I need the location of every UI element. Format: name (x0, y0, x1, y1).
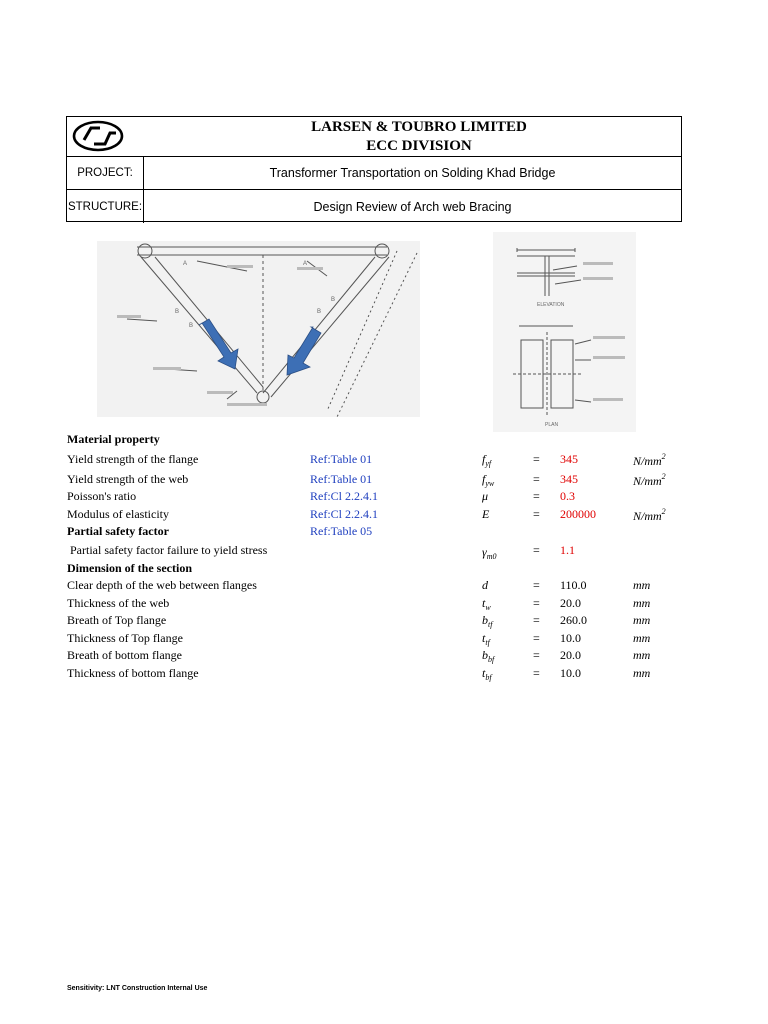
section-heading-label: Dimension of the section (67, 560, 192, 575)
title-block (66, 116, 682, 222)
parameter-symbol: E (482, 506, 490, 521)
parameter-unit: $N/mm^2$ (633, 506, 666, 523)
parameter-reference: Ref:Cl 2.2.4.1 (310, 489, 378, 503)
parameter-unit: mm (633, 630, 651, 645)
parameter-value: 10.0 (560, 665, 581, 680)
section-mark: B (189, 323, 194, 329)
parameter-value: 20.0 (560, 648, 581, 662)
section-detail-svg (493, 232, 636, 432)
section-mark: B (175, 309, 180, 315)
parameter-unit: mm (633, 613, 651, 627)
parameter-value: 345 (560, 452, 578, 466)
section-mark: A (183, 261, 188, 267)
parameter-symbol: $f_{yw}$ (482, 471, 495, 488)
company-line-2: ECC DIVISION (366, 138, 472, 154)
parameter-value: 10.0 (560, 630, 581, 645)
section-heading (67, 560, 717, 578)
parameter-description: Partial safety factor failure to yield stress (70, 542, 268, 557)
parameter-symbol: $\gamma_{m0}$ (482, 544, 497, 561)
parameter-description: Thickness of Top flange (67, 630, 183, 645)
parameter-unit: mm (633, 665, 651, 680)
parameter-unit: $N/mm^2$ (633, 471, 666, 488)
parameter-row (67, 471, 717, 489)
load-arrow-left-icon (199, 319, 238, 369)
company-header (67, 117, 681, 157)
parameter-description: Yield strength of the flange (67, 452, 199, 466)
parameter-unit: mm (633, 648, 651, 662)
parameter-reference: Ref:Cl 2.2.4.1 (310, 506, 378, 521)
equals-sign: = (533, 613, 540, 627)
equals-sign: = (533, 506, 540, 521)
equals-sign: = (533, 471, 540, 486)
lt-logo-icon (72, 120, 124, 152)
project-row (67, 157, 681, 190)
parameter-unit: mm (633, 595, 651, 610)
parameter-value: 0.3 (560, 489, 575, 503)
parameter-description: Modulus of elasticity (67, 506, 169, 521)
parameter-symbol: $t_{bf}$ (482, 665, 492, 682)
parameter-unit: mm (633, 578, 651, 592)
parameter-symbol: $b_{tf}$ (482, 613, 493, 629)
equals-sign: = (533, 648, 540, 662)
parameter-row (67, 665, 717, 683)
parameter-reference: Ref:Table 01 (310, 471, 373, 486)
parameter-row (67, 488, 717, 506)
parameter-value: 1.1 (560, 542, 575, 557)
parameter-description: Yield strength of the web (67, 471, 189, 486)
parameter-description: Thickness of the web (67, 595, 170, 610)
section-mark: B (317, 309, 322, 315)
equals-sign: = (533, 452, 540, 466)
parameter-symbol: $f_{yf}$ (482, 452, 492, 468)
parameter-symbol: $b_{bf}$ (482, 648, 495, 664)
section-mark: B (331, 297, 336, 303)
parameter-description: Clear depth of the web between flanges (67, 578, 257, 592)
section-detail-drawing (493, 232, 636, 432)
equals-sign: = (533, 665, 540, 680)
parameter-symbol: $t_w$ (482, 595, 491, 612)
section-heading-label: Material property (67, 432, 160, 446)
plan-label: PLAN (545, 422, 559, 428)
parameter-row (67, 595, 717, 613)
parameter-row (67, 612, 717, 630)
parameter-symbol: $t_{tf}$ (482, 630, 490, 647)
structure-row (67, 190, 681, 223)
parameter-description: Breath of bottom flange (67, 648, 182, 662)
parameter-description: Breath of Top flange (67, 613, 167, 627)
parameter-unit: $N/mm^2$ (633, 452, 666, 468)
bracing-drawing-svg (97, 241, 420, 417)
parameter-reference: Ref:Table 05 (310, 524, 373, 538)
parameter-description: Thickness of bottom flange (67, 665, 199, 680)
parameter-row (67, 577, 717, 595)
company-line-1: LARSEN & TOUBRO LIMITED (311, 119, 527, 135)
project-value: Transformer Transportation on Solding Khad Bridge (269, 166, 556, 180)
equals-sign: = (533, 489, 540, 503)
parameter-value: 200000 (560, 506, 596, 521)
load-arrow-right-icon (287, 327, 321, 375)
parameter-reference: Ref:Table 01 (310, 452, 373, 466)
equals-sign: = (533, 595, 540, 610)
section-heading (67, 431, 717, 448)
parameter-row (67, 451, 717, 469)
sensitivity-footer: Sensitivity: LNT Construction Internal Use (67, 985, 208, 992)
project-label: PROJECT: (67, 157, 144, 189)
parameter-symbol: μ (482, 489, 489, 503)
parameter-row (67, 542, 717, 560)
parameter-symbol: d (482, 578, 488, 592)
structure-value: Design Review of Arch web Bracing (313, 199, 512, 214)
equals-sign: = (533, 542, 540, 557)
section-heading-label: Partial safety factor (67, 524, 169, 538)
parameter-row (67, 630, 717, 648)
equals-sign: = (533, 578, 540, 592)
parameter-value: 110.0 (560, 578, 587, 592)
parameter-row (67, 506, 717, 524)
parameter-value: 20.0 (560, 595, 581, 610)
section-heading (67, 523, 717, 541)
parameter-row (67, 647, 717, 665)
parameter-table (67, 431, 717, 682)
section-mark: A (303, 261, 308, 267)
parameter-description: Poisson's ratio (67, 489, 137, 503)
bracing-drawing (97, 241, 420, 417)
company-name (217, 118, 621, 156)
parameter-value: 345 (560, 471, 578, 486)
structure-label: STRUCTURE: (67, 190, 144, 223)
elevation-label: ELEVATION (537, 302, 565, 308)
parameter-value: 260.0 (560, 613, 587, 627)
equals-sign: = (533, 630, 540, 645)
